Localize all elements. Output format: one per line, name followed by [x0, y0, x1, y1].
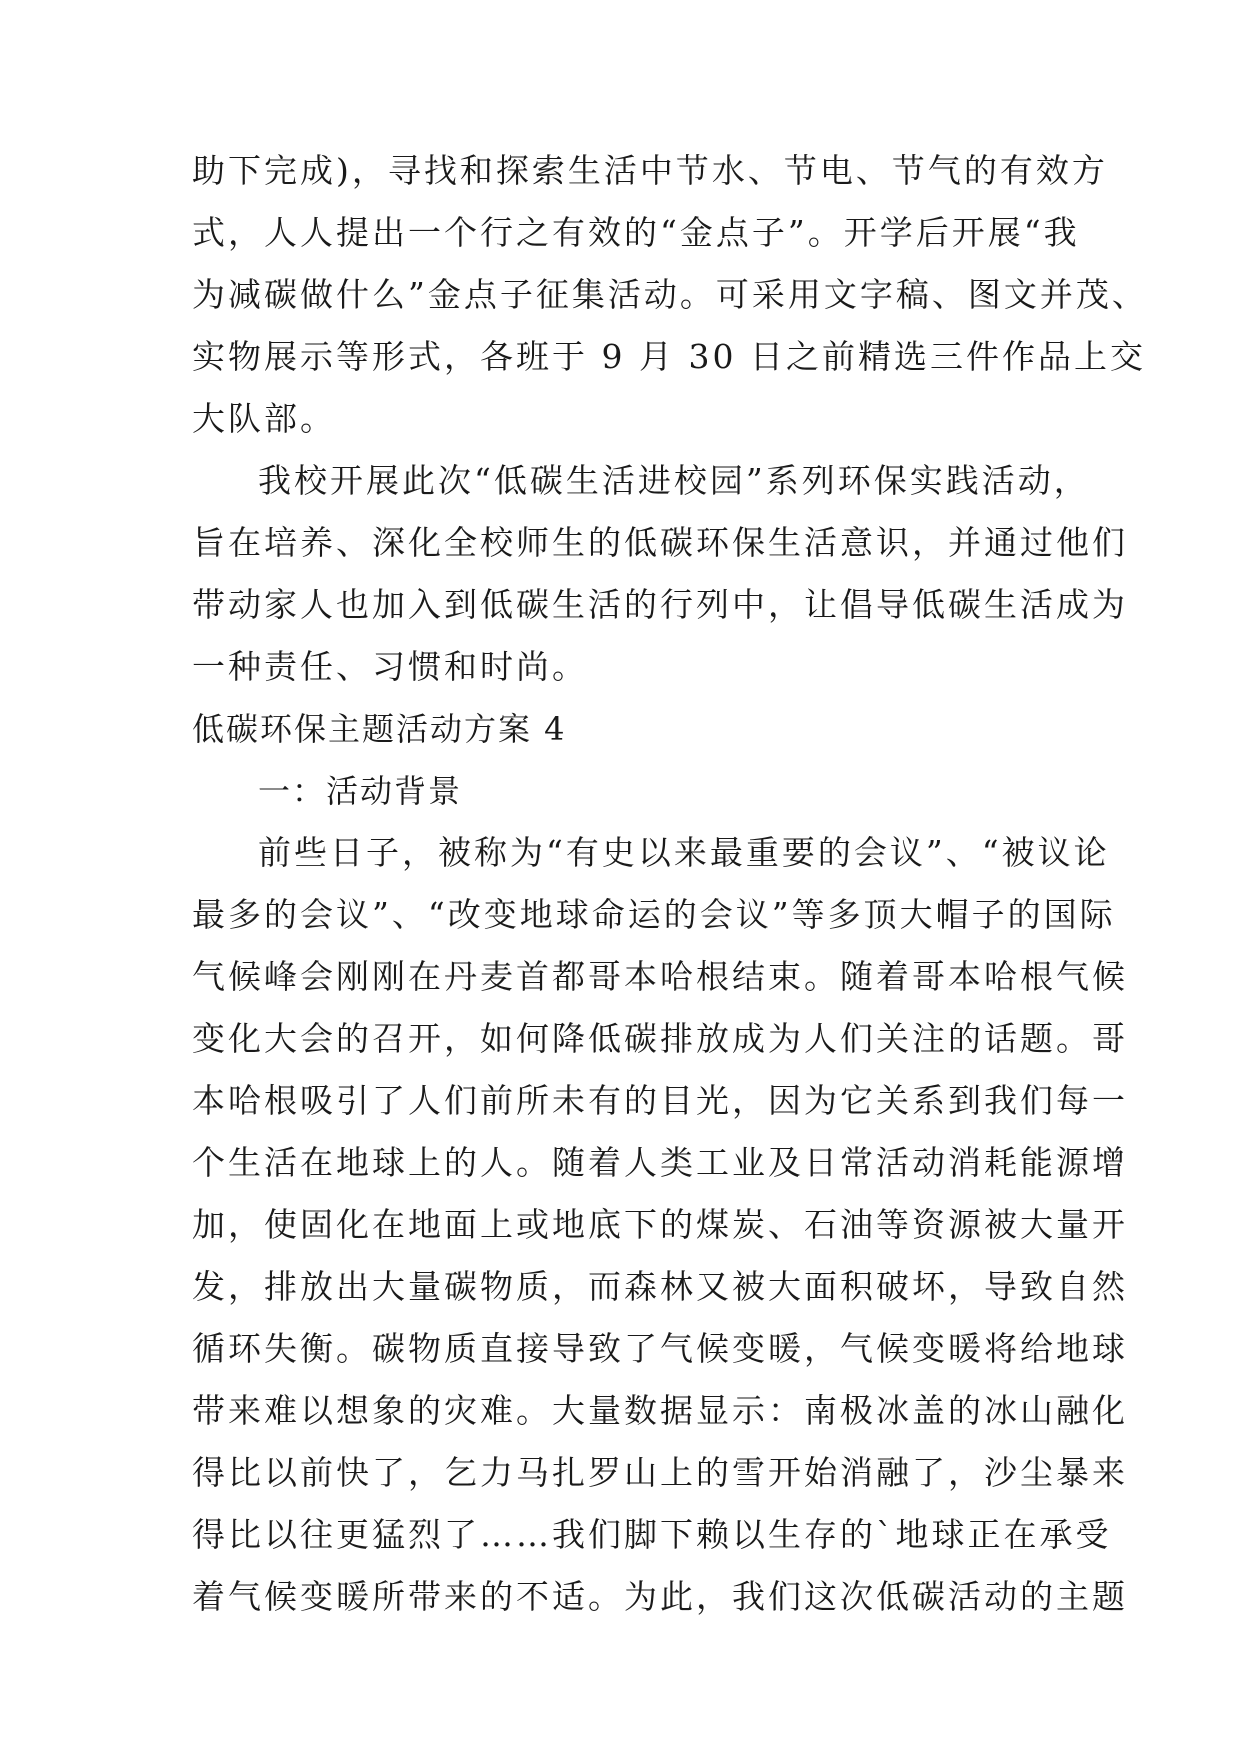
text-line: 一种责任、习惯和时尚。 — [192, 647, 588, 686]
text-line: 带来难以想象的灾难。大量数据显示：南极冰盖的冰山融化 — [192, 1391, 1128, 1430]
text-line: 为减碳做什么”金点子征集活动。可采用文字稿、图文并茂、 — [192, 275, 1148, 314]
text-line: 带动家人也加入到低碳生活的行列中，让倡导低碳生活成为 — [192, 585, 1128, 624]
text-line: 大队部。 — [192, 399, 336, 438]
text-line: 本哈根吸引了人们前所未有的目光，因为它关系到我们每一 — [192, 1081, 1128, 1120]
text-line: 发，排放出大量碳物质，而森林又被大面积破坏，导致自然 — [192, 1267, 1128, 1306]
text-line: 变化大会的召开，如何降低碳排放成为人们关注的话题。哥 — [192, 1019, 1128, 1058]
document-page — [192, 140, 1148, 1628]
text-line: 气候峰会刚刚在丹麦首都哥本哈根结束。随着哥本哈根气候 — [192, 957, 1128, 996]
text-line: 得比以往更猛烈了……我们脚下赖以生存的`地球正在承受 — [192, 1515, 1112, 1554]
text-line: 最多的会议”、“改变地球命运的会议”等多顶大帽子的国际 — [192, 895, 1116, 934]
text-line: 助下完成)，寻找和探索生活中节水、节电、节气的有效方 — [192, 151, 1108, 190]
text-line: 式，人人提出一个行之有效的“金点子”。开学后开展“我 — [192, 213, 1080, 252]
paragraph-continued — [192, 140, 1148, 450]
subsection-title: 一：活动背景 — [258, 772, 463, 810]
text-line: 我校开展此次“低碳生活进校园”系列环保实践活动， — [258, 461, 1090, 500]
text-line: 着气候变暖所带来的不适。为此，我们这次低碳活动的主题 — [192, 1577, 1128, 1616]
text-line: 得比以前快了，乞力马扎罗山上的雪开始消融了，沙尘暴来 — [192, 1453, 1128, 1492]
paragraph-background — [192, 822, 1128, 1628]
text-line: 旨在培养、深化全校师生的低碳环保生活意识，并通过他们 — [192, 523, 1128, 562]
text-line: 实物展示等形式，各班于 9 月 30 日之前精选三件作品上交 — [192, 337, 1146, 376]
text-line: 加，使固化在地面上或地底下的煤炭、石油等资源被大量开 — [192, 1205, 1128, 1244]
section-title: 低碳环保主题活动方案 4 — [192, 710, 567, 748]
text-line: 前些日子，被称为“有史以来最重要的会议”、“被议论 — [258, 833, 1110, 872]
text-line: 个生活在地球上的人。随着人类工业及日常活动消耗能源增 — [192, 1143, 1128, 1182]
paragraph-summary — [192, 450, 1128, 698]
text-line: 循环失衡。碳物质直接导致了气候变暖，气候变暖将给地球 — [192, 1329, 1128, 1368]
